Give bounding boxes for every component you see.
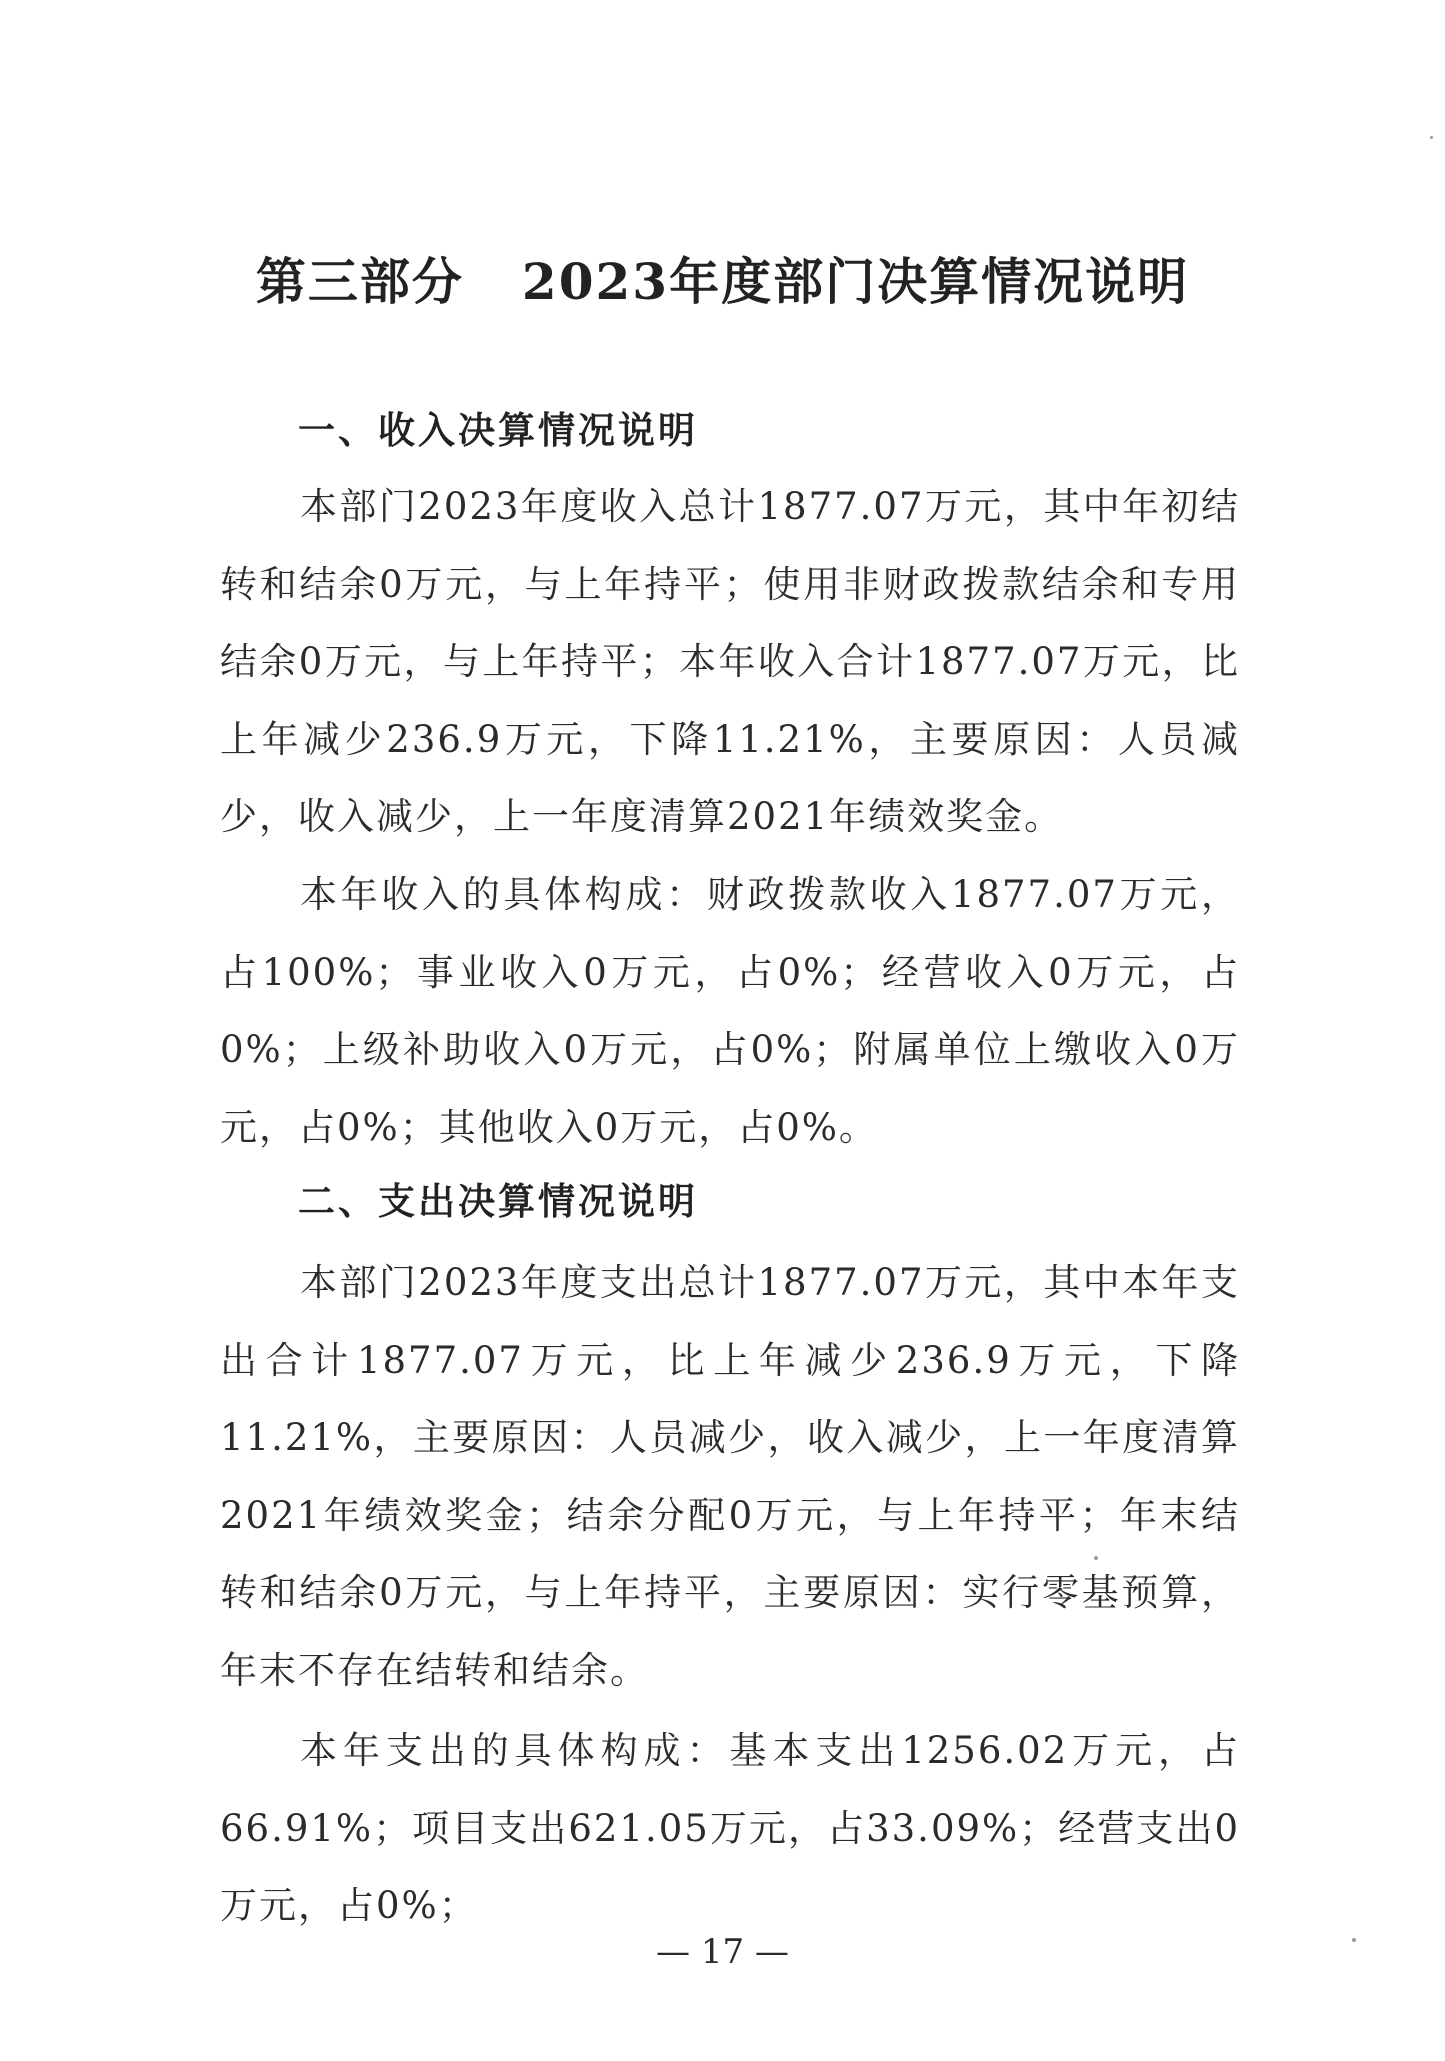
section-heading-expenditure: 二、支出决算情况说明 bbox=[298, 1180, 698, 1223]
page-number: — 17 — bbox=[656, 1932, 789, 1972]
title-part: 第三部分 bbox=[255, 252, 464, 311]
page-title bbox=[0, 242, 1445, 314]
section-heading-income: 一、收入决算情况说明 bbox=[298, 409, 698, 452]
title-text: 2023年度部门决算情况说明 bbox=[521, 252, 1190, 311]
paragraph-expenditure-summary: 本部门2023年度支出总计1877.07万元，其中本年支出合计1877.07万元，比上年减少236.9万元，下降11.21%，主要原因：人员减少，收入减少，上一年度清算2021年绩效奖金；结余分配0万元，与上年持平；年末结转和结余0万元，与上年持平，主要原因：实行零基预算，年末不存在结转和结余。 bbox=[220, 1261, 1240, 1692]
paragraph-income-summary: 本部门2023年度收入总计1877.07万元，其中年初结转和结余0万元，与上年持平；使用非财政拨款结余和专用结余0万元，与上年持平；本年收入合计1877.07万元，比上年减少236.9万元，下降11.21%，主要原因：人员减少，收入减少，上一年度清算2021年绩效奖金。 bbox=[220, 485, 1240, 838]
scan-speck bbox=[1094, 1556, 1098, 1560]
scan-speck bbox=[1430, 136, 1433, 139]
paragraph-income-composition: 本年收入的具体构成：财政拨款收入1877.07万元，占100%；事业收入0万元，占0%；经营收入0万元，占0%；上级补助收入0万元，占0%；附属单位上缴收入0万元，占0%；其他收入0万元，占0%。 bbox=[220, 873, 1240, 1149]
scan-speck bbox=[1352, 1938, 1356, 1942]
paragraph-expenditure-composition: 本年支出的具体构成：基本支出1256.02万元，占66.91%；项目支出621.05万元，占33.09%；经营支出0万元，占0%； bbox=[220, 1729, 1240, 1927]
